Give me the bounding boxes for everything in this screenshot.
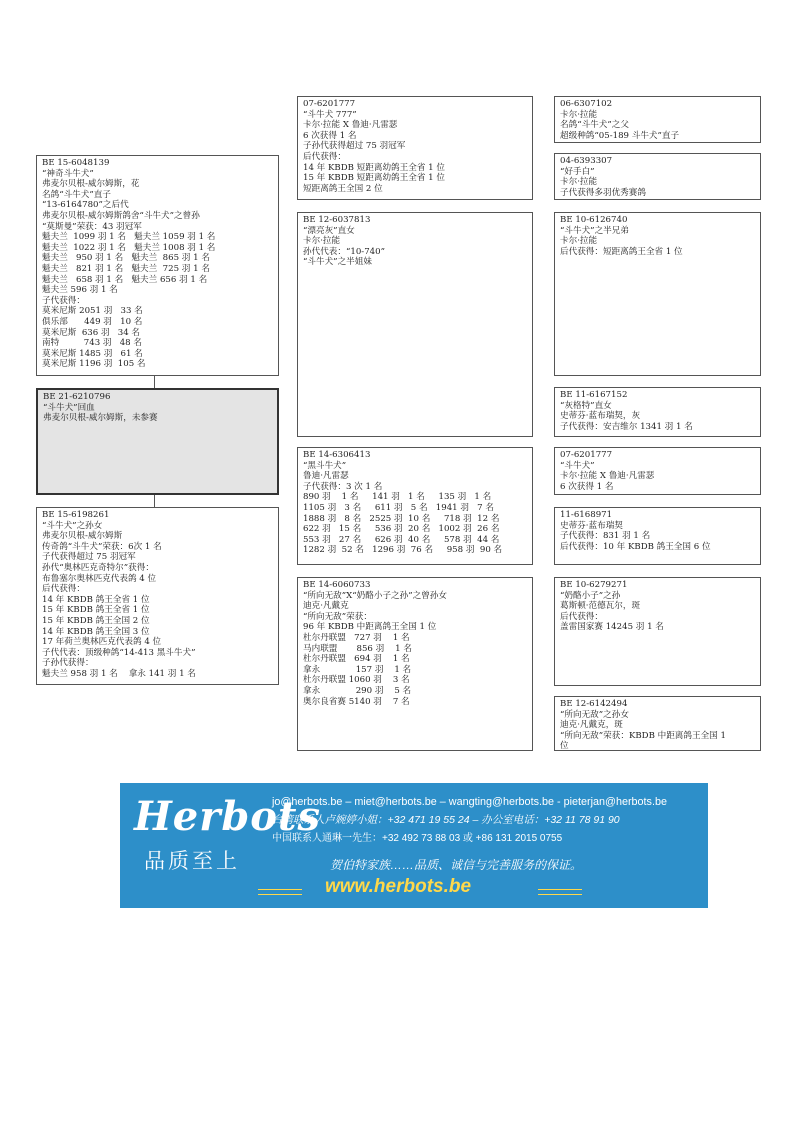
pedigree-line: BE 10-6126740 (560, 215, 628, 225)
pedigree-line: 杜尔丹联盟 694 羽 1 名 (303, 654, 410, 665)
pedigree-line: 子孙代获得： (42, 658, 94, 669)
pedigree-line: “斗牛犬”之孙女 (42, 520, 103, 531)
pedigree-line: 弗麦尔贝根-威尔姆斯，未参赛 (43, 413, 158, 424)
pedigree-line: 弗麦尔贝根-威尔姆斯 (42, 531, 123, 542)
pedigree-line: 04-6393307 (560, 156, 613, 166)
sire-sire-sire-box (554, 96, 761, 143)
pedigree-line: 魁夫兰 821 羽 1 名 魁夫兰 725 羽 1 名 (42, 263, 210, 274)
pedigree-line: 名鸽“斗牛犬”直子 (42, 189, 111, 200)
divider-right (538, 889, 582, 895)
pedigree-line: 魁夫兰 1022 羽 1 名 魁夫兰 1008 羽 1 名 (42, 242, 216, 253)
pedigree-line: 盖雷国家赛 14245 羽 1 名 (560, 622, 664, 633)
pedigree-line: 卡尔·拉能 (560, 177, 598, 188)
dam-dam-sire-box (554, 577, 761, 686)
pedigree-line: 奥尔良省赛 5140 羽 7 名 (303, 696, 410, 707)
pedigree-line: 史蒂芬·蓝布瑞契，灰 (560, 411, 641, 422)
pedigree-line: 弗麦尔贝根-威尔姆斯鸽舍“斗牛犬”之曾孙 (42, 210, 200, 221)
dam-box (36, 507, 279, 685)
pedigree-line: 15 年 KBDB 鸽王全省 1 位 (42, 605, 150, 616)
pedigree-line: 14 年 KBDB 短距离幼鸽王全省 1 位 (303, 162, 445, 173)
pedigree-line: 莫米尼斯 2051 羽 33 名 (42, 306, 143, 317)
pedigree-line: 拿永 157 羽 1 名 (303, 664, 412, 675)
pedigree-line: 拿永 290 羽 5 名 (303, 685, 412, 696)
pedigree-line: “黑斗牛犬” (303, 460, 347, 471)
pedigree-line: 杜尔丹联盟 727 羽 1 名 (303, 632, 410, 643)
pedigree-line: “灰格特”直女 (560, 400, 612, 411)
pedigree-line: 卡尔·拉能 X 鲁迪·凡雷瑟 (303, 120, 398, 131)
pedigree-line: 史蒂芬·蓝布瑞契 (560, 520, 623, 531)
pedigree-line: 杜尔丹联盟 1060 羽 3 名 (303, 675, 410, 686)
pedigree-line: 子代获得多羽优秀赛鸽 (560, 187, 646, 198)
dam-dam-box (297, 577, 533, 751)
pedigree-line: 弗麦尔贝根-威尔姆斯，花 (42, 179, 140, 190)
pedigree-line: 鲁迪·凡雷瑟 (303, 471, 349, 482)
website-link[interactable]: www.herbots.be (325, 876, 472, 897)
pedigree-line: 96 年 KBDB 中距离鸽王全国 1 位 (303, 622, 437, 633)
dam-dam-dam-box (554, 696, 761, 751)
pedigree-line: 魁夫兰 596 羽 1 名 (42, 285, 118, 296)
pedigree-line: 迪克·凡戴克 (303, 601, 349, 612)
pedigree-line: “神奇斗牛犬” (42, 168, 94, 179)
sire-sire-box (297, 96, 533, 200)
sire-box (36, 155, 279, 376)
pedigree-line: “莫斯曼”荣获：43 羽冠军 (42, 221, 142, 232)
pedigree-line: “斗牛犬”之半兄弟 (560, 225, 629, 236)
pedigree-line: 短距离鸽王全国 2 位 (303, 183, 383, 194)
pedigree-line: 6 次获得 1 名 (560, 481, 614, 492)
pedigree-line: 553 羽 27 名 626 羽 40 名 578 羽 44 名 (303, 534, 500, 545)
pedigree-line: 子代获得： (42, 295, 85, 306)
pedigree-line: 子代获得：3 次 1 名 (303, 481, 383, 492)
pedigree-line: BE 12-6142494 (560, 699, 628, 709)
herbots-logo: Herbots (134, 793, 321, 840)
pedigree-line: BE 12-6037813 (303, 215, 371, 225)
pedigree-line: 1105 羽 3 名 611 羽 5 名 1941 羽 7 名 (303, 502, 494, 513)
pedigree-line: 卡尔·拉能 X 鲁迪·凡雷瑟 (560, 471, 655, 482)
pedigree-line: 莫米尼斯 636 羽 34 名 (42, 327, 141, 338)
pedigree-line: 迪克·凡戴克，斑 (560, 720, 623, 731)
pedigree-line: 14 年 KBDB 鸽王全省 1 位 (42, 594, 150, 605)
sire-sire-dam-box (554, 153, 761, 200)
pedigree-line: BE 11-6167152 (560, 390, 628, 400)
pedigree-line: 葛斯顿·范德瓦尔，斑 (560, 601, 641, 612)
pedigree-line: 孙代“奥林匹克奇特尔”获得： (42, 562, 154, 573)
pedigree-line: 15 年 KBDB 短距离幼鸽王全省 1 位 (303, 173, 445, 184)
taiwan-contact: 台湾联系人卢婉婷小姐：+32 471 19 55 24 – 办公室电话：+32 11 78 91 90 (272, 814, 620, 826)
pedigree-line: 卡尔·拉能 (560, 109, 598, 120)
subject-pigeon-box (36, 388, 279, 495)
pedigree-line: 1282 羽 52 名 1296 羽 76 名 958 羽 90 名 (303, 545, 503, 556)
pedigree-line: 魁夫兰 658 羽 1 名 魁夫兰 656 羽 1 名 (42, 274, 208, 285)
pedigree-line: 6 次获得 1 名 (303, 130, 357, 141)
pedigree-line: 魁夫兰 1099 羽 1 名 魁夫兰 1059 羽 1 名 (42, 232, 216, 243)
pedigree-line: “好手白” (560, 166, 595, 177)
pedigree-line: 卡尔·拉能 (560, 236, 598, 247)
dam-sire-sire-box (554, 447, 761, 495)
pedigree-line: “斗牛犬” (560, 460, 595, 471)
dam-sire-box (297, 447, 533, 565)
pedigree-line: 后代获得：10 年 KBDB 鸽王全国 6 位 (560, 541, 711, 552)
pedigree-line: 后代获得：短距离鸽王全省 1 位 (560, 246, 683, 257)
pedigree-line: 06-6307102 (560, 99, 613, 109)
sire-dam-dam-box (554, 387, 761, 437)
pedigree-line: 布鲁塞尔奥林匹克代表鸽 4 位 (42, 573, 157, 584)
slogan: 品质至上 (144, 849, 240, 873)
pedigree-line: “奶酪小子”之孙 (560, 590, 621, 601)
pedigree-line: 11-6168971 (560, 510, 613, 520)
pedigree-line: 15 年 KBDB 鸽王全国 2 位 (42, 615, 150, 626)
email-addresses[interactable]: jo@herbots.be – miet@herbots.be – wangting@herbots.be - pieterjan@herbots.be (272, 796, 667, 808)
pedigree-line: 马内联盟 856 羽 1 名 (303, 643, 412, 654)
pedigree-line: “斗牛犬 777” (303, 109, 357, 120)
pedigree-line: 17 年荷兰奥林匹克代表鸽 4 位 (42, 637, 162, 648)
sire-dam-box (297, 212, 533, 437)
pedigree-line: BE 15-6048139 (42, 158, 110, 168)
pedigree-line: 位 (560, 741, 569, 751)
pedigree-line: BE 14-6060733 (303, 580, 371, 590)
sire-dam-sire-box (554, 212, 761, 376)
china-contact: 中国联系人通琳一先生：+32 492 73 88 03 或 +86 131 2015 0755 (272, 833, 563, 844)
pedigree-line: 890 羽 1 名 141 羽 1 名 135 羽 1 名 (303, 492, 492, 503)
pedigree-line: 1888 羽 8 名 2525 羽 10 名 718 羽 12 名 (303, 513, 500, 524)
pedigree-line: 后代获得： (303, 151, 346, 162)
pedigree-line: 传奇鸽“斗牛犬”荣获：6次 1 名 (42, 541, 162, 552)
pedigree-line: 子代获得超过 75 羽冠军 (42, 552, 136, 563)
pedigree-line: 超级种鸽“05-189 斗牛犬”直子 (560, 130, 680, 141)
connector-dam (154, 494, 155, 507)
pedigree-line: 魁夫兰 950 羽 1 名 魁夫兰 865 羽 1 名 (42, 253, 210, 264)
pedigree-line: 子代获得：831 羽 1 名 (560, 531, 651, 542)
pedigree-line: 名鸽“斗牛犬”之父 (560, 120, 629, 131)
pedigree-line: BE 21-6210796 (43, 392, 111, 402)
pedigree-line: “斗牛犬”回血 (43, 402, 95, 413)
pedigree-line: BE 10-6279271 (560, 580, 628, 590)
pedigree-line: “漂亮灰”直女 (303, 225, 355, 236)
pedigree-line: 后代获得： (42, 584, 85, 595)
pedigree-line: “斗牛犬”之半姐妹 (303, 257, 372, 268)
pedigree-line: 14 年 KBDB 鸽王全国 3 位 (42, 626, 150, 637)
connector-sire (154, 375, 155, 388)
pedigree-line: 后代获得： (560, 611, 603, 622)
pedigree-line: BE 15-6198261 (42, 510, 110, 520)
pedigree-line: 子孙代获得超过 75 羽冠军 (303, 141, 406, 152)
pedigree-line: 子代获得：安吉维尔 1341 羽 1 名 (560, 421, 693, 432)
divider-left (258, 889, 302, 895)
pedigree-line: 07-6201777 (303, 99, 356, 109)
pedigree-line: “所向无敌”荣获： (303, 611, 372, 622)
pedigree-line: 莫米尼斯 1196 羽 105 名 (42, 359, 146, 370)
tagline: 贺伯特家族……品质、诚信与完善服务的保证。 (330, 858, 583, 872)
pedigree-line: 俱乐部 449 羽 10 名 (42, 316, 143, 327)
pedigree-line: 南特 743 羽 48 名 (42, 338, 142, 349)
pedigree-line: 07-6201777 (560, 450, 613, 460)
pedigree-line: “所向无敌”荣获：KBDB 中距离鸽王全国 1 (560, 730, 726, 741)
pedigree-line: 孙代代表：“10-740” (303, 246, 385, 257)
pedigree-line: “所向无敌”之孙女 (560, 709, 629, 720)
pedigree-line: “所向无敌”X“奶酪小子之孙”之曾孙女 (303, 590, 448, 601)
pedigree-line: 莫米尼斯 1485 羽 61 名 (42, 348, 143, 359)
pedigree-line: 子代代表：顶级种鸽“14-413 黑斗牛犬” (42, 647, 196, 658)
herbots-banner (120, 783, 708, 908)
pedigree-line: 622 羽 15 名 536 羽 20 名 1002 羽 26 名 (303, 524, 500, 535)
pedigree-line: BE 14-6306413 (303, 450, 371, 460)
pedigree-line: “13-6164780”之后代 (42, 200, 129, 211)
dam-sire-dam-box (554, 507, 761, 565)
pedigree-line: 卡尔·拉能 (303, 236, 341, 247)
pedigree-line: 魁夫兰 958 羽 1 名 拿永 141 羽 1 名 (42, 668, 196, 679)
